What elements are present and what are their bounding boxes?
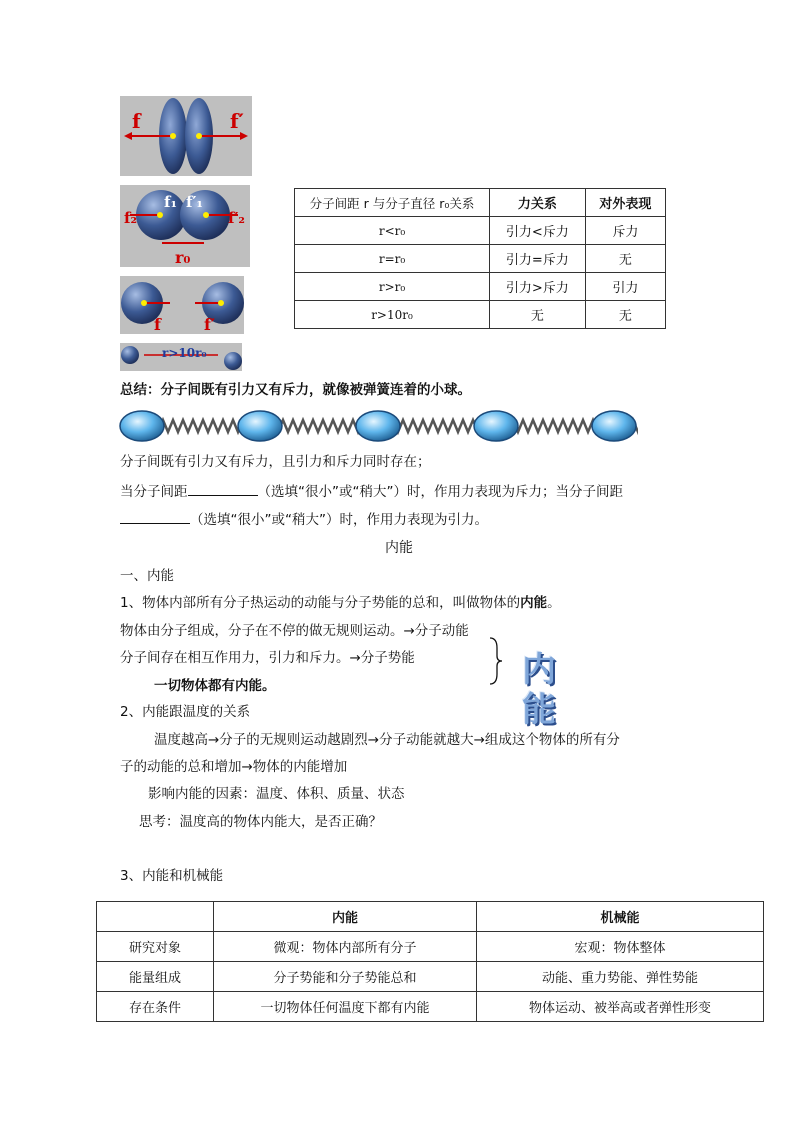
heading-1: 一、内能 xyxy=(120,568,174,584)
table-cell: 引力=斥力 xyxy=(490,245,586,273)
force-label-fprime: f′ xyxy=(204,315,216,334)
arrowhead-right xyxy=(240,132,248,140)
blank-underline[interactable] xyxy=(120,509,190,524)
table-cell: 斥力 xyxy=(585,217,665,245)
molecule-right xyxy=(224,352,242,370)
table-row xyxy=(295,301,666,329)
figure-equilibrium-svg xyxy=(120,185,250,267)
table-header-cell: 对外表现 xyxy=(585,189,665,217)
text-span: （选填“很小”或“稍大”）时，作用力表现为斥力；当分子间距 xyxy=(257,484,623,500)
table-cell: 宏观：物体整体 xyxy=(477,932,764,962)
keyword-neineng: 内能 xyxy=(520,595,548,611)
table-header-cell: 机械能 xyxy=(477,902,764,932)
label-r0: r₀ xyxy=(175,248,191,267)
force-label-f: f xyxy=(132,109,141,133)
center-dot-left xyxy=(141,300,147,306)
table-row xyxy=(97,992,764,1022)
table-cell: 无 xyxy=(585,245,665,273)
table-cell: r>r₀ xyxy=(295,273,490,301)
table-cell: 一切物体任何温度下都有内能 xyxy=(214,992,477,1022)
figure-compressed-molecules xyxy=(120,96,252,176)
table-header-cell: 分子间距 r 与分子直径 r₀关系 xyxy=(295,189,490,217)
factors-line: 影响内能的因素：温度、体积、质量、状态 xyxy=(148,786,405,802)
text-span: 1、物体内部所有分子热运动的动能与分子势能的总和，叫做物体的 xyxy=(120,595,521,611)
figure-far-molecules xyxy=(120,343,242,371)
temperature-line-2: 子的动能的总和增加→物体的内能增加 xyxy=(120,759,348,775)
table-header-cell: 内能 xyxy=(214,902,477,932)
summary-text: 总结：分子间既有引力又有斥力，就像被弹簧连着的小球。 xyxy=(120,382,471,398)
table-cell: 物体运动、被举高或者弹性形变 xyxy=(477,992,764,1022)
force-relation-table xyxy=(294,188,666,329)
bead xyxy=(356,411,400,441)
table-header-cell: 力关系 xyxy=(490,189,586,217)
table-row xyxy=(295,245,666,273)
text-span: 当分子间距 xyxy=(120,484,188,500)
table-header-cell xyxy=(97,902,214,932)
paragraph: 分子间既有引力又有斥力，且引力和斥力同时存在； xyxy=(120,454,431,470)
big-word-neng: 能 xyxy=(522,690,556,730)
molecule-left xyxy=(121,346,139,364)
force-label-f: f xyxy=(154,315,161,334)
table-cell: 引力>斥力 xyxy=(490,273,586,301)
definition-line xyxy=(120,593,561,613)
table-cell: 动能、重力势能、弹性势能 xyxy=(477,962,764,992)
figure-compressed-svg xyxy=(120,96,252,176)
section-title: 内能 xyxy=(385,540,413,556)
potential-line: 分子间存在相互作用力，引力和斥力。→分子势能 xyxy=(120,650,415,666)
temperature-line-1: 温度越高→分子的无规则运动越剧烈→分子动能就越大→组成这个物体的所有分 xyxy=(154,732,620,748)
table-cell: 研究对象 xyxy=(97,932,214,962)
bead xyxy=(474,411,518,441)
blank-underline[interactable] xyxy=(188,481,258,496)
spring-ball-svg xyxy=(118,408,638,444)
table-cell: 微观：物体内部所有分子 xyxy=(214,932,477,962)
bead xyxy=(238,411,282,441)
curly-brace-path xyxy=(490,638,502,684)
curly-brace xyxy=(488,636,504,686)
figure-separated-svg xyxy=(120,276,244,334)
bead xyxy=(592,411,636,441)
center-dot-right xyxy=(203,212,209,218)
table-cell: 无 xyxy=(585,301,665,329)
table-row xyxy=(97,932,764,962)
table-cell: 无 xyxy=(490,301,586,329)
label-f2: f₂ xyxy=(124,209,138,227)
big-word-nei: 内 xyxy=(522,650,556,690)
arrowhead-left xyxy=(124,132,132,140)
table-cell: r<r₀ xyxy=(295,217,490,245)
figure-far-svg xyxy=(120,343,242,371)
heading-2: 2、内能跟温度的关系 xyxy=(120,704,251,720)
table-header-row xyxy=(295,189,666,217)
kinetic-line: 物体由分子组成，分子在不停的做无规则运动。→分子动能 xyxy=(120,623,469,639)
figure-separated-molecules xyxy=(120,276,244,334)
center-dot-right xyxy=(196,133,202,139)
spring-ball-chain xyxy=(118,408,638,444)
table-cell: 引力<斥力 xyxy=(490,217,586,245)
table-row xyxy=(295,273,666,301)
label-f1: f₁ xyxy=(164,193,178,211)
table-row xyxy=(97,962,764,992)
table-cell: r>10r₀ xyxy=(295,301,490,329)
table-cell: 存在条件 xyxy=(97,992,214,1022)
bead xyxy=(120,411,164,441)
fill-blank-line-1 xyxy=(120,481,623,502)
center-dot-left xyxy=(157,212,163,218)
thinking-question: 思考：温度高的物体内能大，是否正确？ xyxy=(139,814,382,830)
heading-3: 3、内能和机械能 xyxy=(120,868,224,884)
label-r-gt-10r0: r>10r₀ xyxy=(162,346,207,360)
table-cell: 分子势能和分子势能总和 xyxy=(214,962,477,992)
table-cell: r=r₀ xyxy=(295,245,490,273)
fill-blank-line-2 xyxy=(120,509,488,530)
text-span: 。 xyxy=(547,595,561,611)
all-objects-line: 一切物体都有内能。 xyxy=(154,678,276,694)
force-label-fprime: f′ xyxy=(230,109,244,133)
center-dot-left xyxy=(170,133,176,139)
table-cell: 引力 xyxy=(585,273,665,301)
center-dot-right xyxy=(218,300,224,306)
comparison-table xyxy=(96,901,764,1022)
figure-equilibrium-molecules xyxy=(120,185,250,267)
text-span: （选填“很小”或“稍大”）时，作用力表现为引力。 xyxy=(190,512,488,528)
label-f2p: f′₂ xyxy=(228,209,245,227)
table-cell: 能量组成 xyxy=(97,962,214,992)
label-f1p: f′₁ xyxy=(186,193,203,211)
table-row xyxy=(295,217,666,245)
table-header-row xyxy=(97,902,764,932)
